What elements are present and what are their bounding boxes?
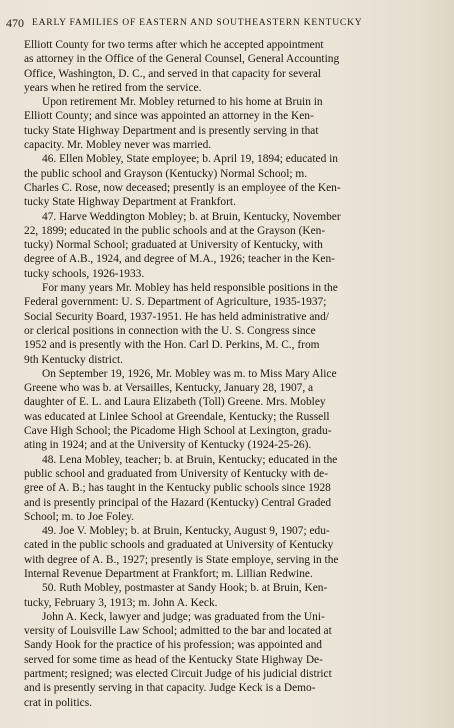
text-line: and is presently principal of the Hazard (Kentucky) Central Graded: [24, 496, 332, 509]
paragraph-first-line: 49. Joe V. Mobley; b. at Bruin, Kentucky, August 9, 1907; edu-: [42, 525, 330, 538]
running-title: EARLY FAMILIES OF EASTERN AND SOUTHEASTERN KENTUCKY: [32, 17, 363, 28]
text-line: tucky State Highway Department at Frankfort.: [24, 196, 236, 209]
paragraph-first-line: 46. Ellen Mobley, State employee; b. April 19, 1894; educated in: [42, 153, 338, 166]
text-line: Charles C. Rose, now deceased; presently is an employee of the Ken-: [24, 181, 341, 194]
paragraph-first-line: 50. Ruth Mobley, postmaster at Sandy Hook; b. at Bruin, Ken-: [42, 582, 328, 595]
paragraph-first-line: On September 19, 1926, Mr. Mobley was m. to Miss Mary Alice: [42, 367, 337, 380]
text-line: tucky) Normal School; graduated at University of Kentucky, with: [24, 239, 323, 252]
text-line: Sandy Hook for the practice of his profession; was appointed and: [24, 639, 322, 652]
text-line: tucky, February 3, 1913; m. John A. Keck.: [24, 596, 218, 609]
text-line: 1952 and is presently with the Hon. Carl D. Perkins, M. C., from: [24, 339, 320, 352]
text-line: degree of A.B., 1924, and degree of M.A., 1926; teacher in the Ken-: [24, 253, 335, 266]
text-line: Elliott County; and since was appointed an attorney in the Ken-: [24, 110, 314, 123]
text-line: Social Security Board, 1937-1951. He has held administrative and/: [24, 310, 329, 323]
paragraph-first-line: 48. Lena Mobley, teacher; b. at Bruin, Kentucky; educated in the: [42, 453, 338, 466]
text-line: tucky schools, 1926-1933.: [24, 267, 145, 280]
paragraph-first-line: 47. Harve Weddington Mobley; b. at Bruin, Kentucky, November: [42, 210, 341, 223]
body-text: [24, 38, 452, 710]
text-line: with degree of A. B., 1927; presently is State employe, serving in the: [24, 553, 339, 566]
page-number: 470: [6, 16, 24, 30]
text-line: served for some time as head of the Kentucky State Highway De-: [24, 653, 323, 666]
text-line: as attorney in the Office of the General Counsel, General Accounting: [24, 53, 340, 66]
text-line: 9th Kentucky district.: [24, 353, 124, 366]
text-line: 22, 1899; educated in the public schools and at the Grayson (Ken-: [24, 224, 326, 237]
running-head: [6, 16, 446, 30]
paragraph-first-line: Upon retirement Mr. Mobley returned to his home at Bruin in: [42, 96, 323, 109]
text-line: cated in the public schools and graduated at University of Kentucky: [24, 539, 334, 552]
text-line: public school and graduated from University of Kentucky with de-: [24, 467, 328, 480]
text-line: gree of A. B.; has taught in the Kentucky public schools since 1928: [24, 482, 331, 495]
text-line: partment; resigned; was elected Circuit Judge of his judicial district: [24, 668, 332, 681]
text-line: was educated at Linlee School at Greendale, Kentucky; the Russell: [24, 410, 330, 423]
text-line: Internal Revenue Department at Frankfort; m. Lillian Redwine.: [24, 567, 313, 580]
text-line: School; m. to Joe Foley.: [24, 510, 135, 523]
text-line: Greene who was b. at Versailles, Kentucky, January 28, 1907, a: [24, 382, 314, 395]
text-line: tucky State Highway Department and is presently serving in that: [24, 124, 319, 137]
paragraph-first-line: John A. Keck, lawyer and judge; was graduated from the Uni-: [42, 610, 325, 623]
text-line: or clerical positions in connection with the U. S. Congress since: [24, 324, 316, 337]
text-line: capacity. Mr. Mobley never was married.: [24, 139, 212, 152]
text-line: and is presently serving in that capacity. Judge Keck is a Demo-: [24, 682, 316, 695]
text-line: ating in 1924; and at the University of Kentucky (1924-25-26).: [24, 439, 312, 452]
text-line: the public school and Grayson (Kentucky) Normal School; m.: [24, 167, 308, 180]
text-line: versity of Louisville Law School; admitted to the bar and located at: [24, 625, 332, 638]
text-line: Cave High School; the Picadome High School at Lexington, gradu-: [24, 425, 332, 438]
text-line: Elliott County for two terms after which he accepted appointment: [24, 39, 324, 51]
text-line: Federal government: U. S. Department of Agriculture, 1935-1937;: [24, 296, 327, 309]
paragraph-first-line: For many years Mr. Mobley has held responsible positions in the: [42, 282, 338, 295]
text-line: Office, Washington, D. C., and served in that capacity for several: [24, 67, 321, 80]
text-line: crat in politics.: [24, 696, 93, 709]
text-line: daughter of E. L. and Laura Elizabeth (Toll) Greene. Mrs. Mobley: [24, 396, 326, 409]
text-line: years when he retired from the service.: [24, 81, 202, 94]
